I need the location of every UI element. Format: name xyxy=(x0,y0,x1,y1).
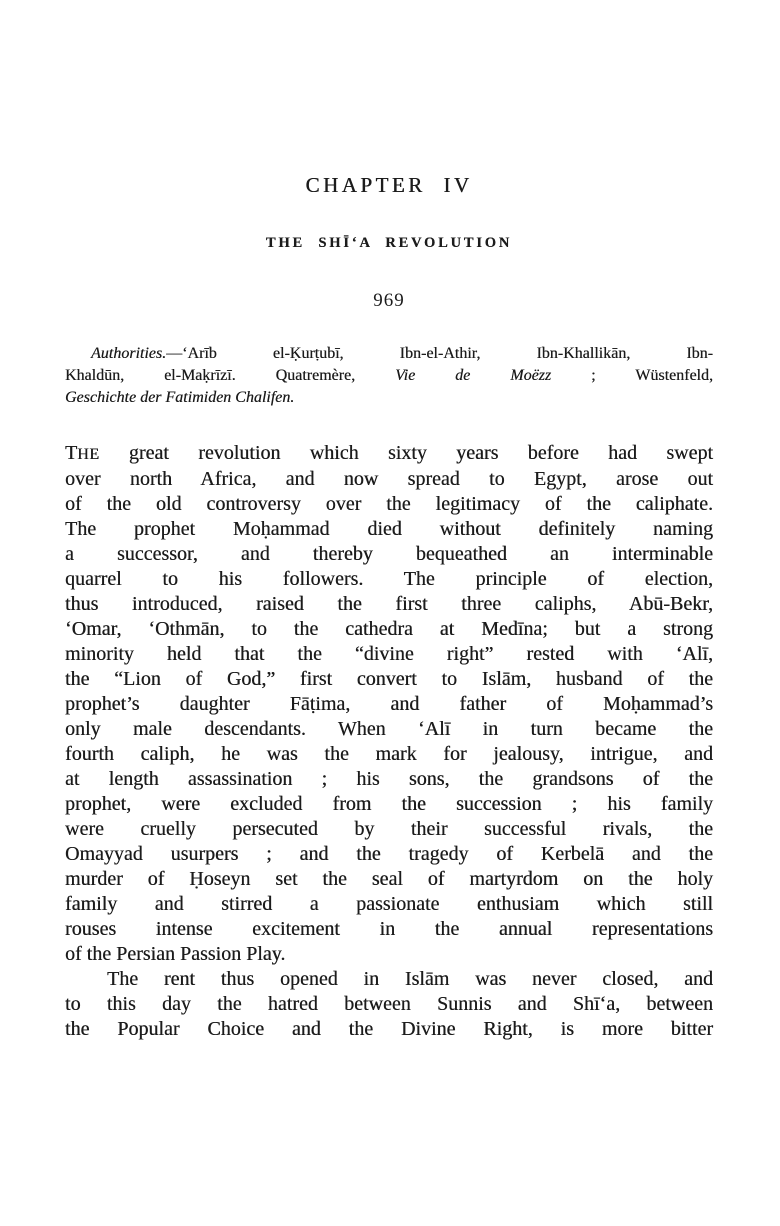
text-line: THE great revolution which sixty years before had swept xyxy=(65,442,713,464)
authorities-names-2: Khaldūn, el-Maḳrīzī. Quatremère, xyxy=(65,367,396,384)
text-line: only male descendants. When ‘Alī in turn became the xyxy=(65,718,713,740)
authorities-dash: — xyxy=(166,345,183,362)
lead-small-caps: HE xyxy=(77,446,100,463)
text-line: prophet, were excluded from the succession ; his family xyxy=(65,793,713,815)
text-line: were cruelly persecuted by their successful rivals, the xyxy=(65,818,713,840)
text-line: thus introduced, raised the first three caliphs, Abū-Bekr, xyxy=(65,593,713,615)
text-line: family and stirred a passionate enthusiam which still xyxy=(65,893,713,915)
text-line: of the Persian Passion Play. xyxy=(65,943,286,965)
date-heading: 969 xyxy=(373,290,405,311)
authorities-line-3 xyxy=(65,387,713,409)
text-block xyxy=(65,0,713,1042)
text-line: Omayyad usurpers ; and the tragedy of Kerbelā and the xyxy=(65,843,713,865)
text-line: to this day the hatred between Sunnis and Shī‘a, between xyxy=(65,993,713,1015)
text-line: murder of Ḥoseyn set the seal of martyrdom on the holy xyxy=(65,868,713,890)
authorities-work-title-1: Vie de Moëzz xyxy=(395,367,552,384)
text-line: The rent thus opened in Islām was never closed, and xyxy=(107,968,713,990)
text-line: a successor, and thereby bequeathed an interminable xyxy=(65,543,713,565)
text-line: quarrel to his followers. The principle of election, xyxy=(65,568,713,590)
text-line: rouses intense excitement in the annual representations xyxy=(65,918,713,940)
body-text xyxy=(65,441,713,1042)
text-line: The prophet Moḥammad died without definitely naming xyxy=(65,518,713,540)
authorities-names-3: ; Wüstenfeld, xyxy=(551,367,713,384)
text-line: minority held that the “divine right” rested with ‘Alī, xyxy=(65,643,713,665)
chapter-heading: CHAPTER IV xyxy=(305,173,473,197)
text-line: at length assassination ; his sons, the grandsons of the xyxy=(65,768,713,790)
text-line: over north Africa, and now spread to Egypt, arose out xyxy=(65,468,713,490)
text-line: ‘Omar, ‘Othmān, to the cathedra at Medīna; but a strong xyxy=(65,618,713,640)
chapter-subtitle: THE SHĪ‘A REVOLUTION xyxy=(265,235,513,251)
text-line: prophet’s daughter Fāṭima, and father of Moḥammad’s xyxy=(65,693,713,715)
lead-initial: T xyxy=(65,442,78,464)
text-line: of the old controversy over the legitimacy of the caliphate. xyxy=(65,493,713,515)
authorities-label: Authorities. xyxy=(91,345,167,362)
authorities-names-1: ‘Arīb el-Ḳurṭubī, Ibn-el-Athir, Ibn-Khallikān, Ibn- xyxy=(182,345,713,362)
authorities-line-2 xyxy=(65,365,713,387)
authorities-note xyxy=(65,343,713,409)
authorities-line-1 xyxy=(65,343,713,365)
text-line: the Popular Choice and the Divine Right, is more bitter xyxy=(65,1018,713,1040)
text-line: fourth caliph, he was the mark for jealousy, intrigue, and xyxy=(65,743,713,765)
authorities-work-title-2: Geschichte der Fatimiden Chalifen. xyxy=(65,389,295,406)
text-line: the “Lion of God,” first convert to Islām, husband of the xyxy=(65,668,713,690)
